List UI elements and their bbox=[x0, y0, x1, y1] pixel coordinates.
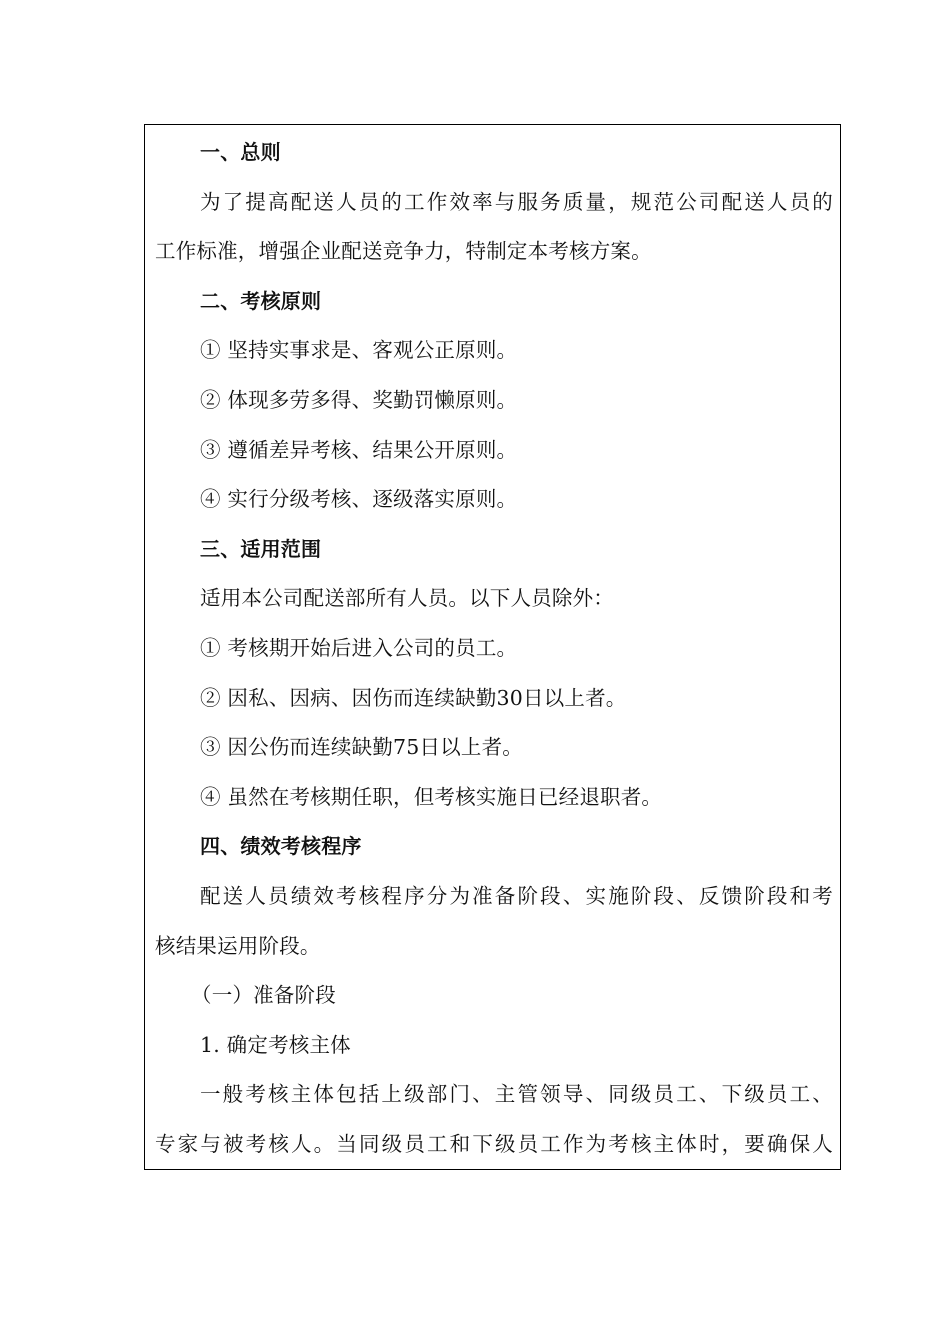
section-heading-scope: 三、适用范围 bbox=[200, 536, 322, 561]
list-item: ② 因私、因病、因伤而连续缺勤30日以上者。 bbox=[200, 685, 627, 710]
section-heading-procedure: 四、绩效考核程序 bbox=[200, 834, 362, 859]
document-content bbox=[155, 136, 833, 1170]
paragraph-line: 为了提高配送人员的工作效率与服务质量，规范公司配送人员的 bbox=[200, 189, 833, 214]
paragraph-line: 一般考核主体包括上级部门、主管领导、同级员工、下级员工、 bbox=[200, 1082, 833, 1107]
item-title: 1. 确定考核主体 bbox=[200, 1032, 351, 1057]
list-item: ① 坚持实事求是、客观公正原则。 bbox=[200, 338, 518, 363]
document-frame bbox=[144, 124, 841, 1170]
list-item: ③ 因公伤而连续缺勤75日以上者。 bbox=[200, 735, 524, 760]
list-item: ④ 实行分级考核、逐级落实原则。 bbox=[200, 487, 518, 512]
paragraph-line: 配送人员绩效考核程序分为准备阶段、实施阶段、反馈阶段和考 bbox=[200, 883, 833, 908]
paragraph-line: 核结果运用阶段。 bbox=[155, 933, 321, 958]
list-item: ① 考核期开始后进入公司的员工。 bbox=[200, 635, 518, 660]
paragraph-line: 工作标准，增强企业配送竞争力，特制定本考核方案。 bbox=[155, 239, 652, 264]
section-heading-principles: 二、考核原则 bbox=[200, 288, 322, 313]
paragraph-line: 适用本公司配送部所有人员。以下人员除外： bbox=[200, 586, 614, 611]
list-item: ② 体现多劳多得、奖勤罚懒原则。 bbox=[200, 387, 518, 412]
paragraph-line: 专家与被考核人。当同级员工和下级员工作为考核主体时，要确保人 bbox=[155, 1131, 833, 1156]
list-item: ③ 遵循差异考核、结果公开原则。 bbox=[200, 437, 518, 462]
list-item: ④ 虽然在考核期任职，但考核实施日已经退职者。 bbox=[200, 784, 663, 809]
section-heading-general: 一、总则 bbox=[200, 140, 281, 164]
subsection-heading: （一）准备阶段 bbox=[191, 983, 336, 1008]
